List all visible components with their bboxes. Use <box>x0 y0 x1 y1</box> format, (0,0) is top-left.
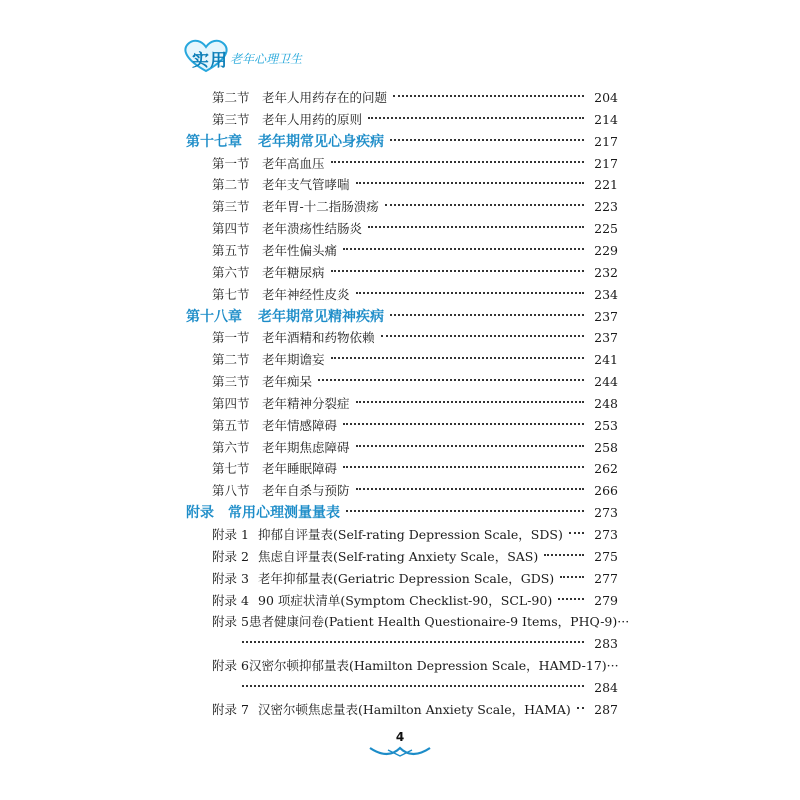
dot-leader <box>236 626 590 648</box>
dot-leader <box>552 583 590 605</box>
dot-leader <box>312 364 590 386</box>
toc-entry-page: 248 <box>594 395 618 411</box>
toc-entry-page: 253 <box>594 417 618 433</box>
toc-entry-number: 附录 7 <box>212 701 249 717</box>
toc-entry-number: 附录 6 <box>212 658 249 674</box>
toc-entry-row <box>212 473 618 499</box>
dot-leader <box>387 80 590 102</box>
dot-leader <box>563 517 590 539</box>
toc-entry-row <box>212 146 618 171</box>
page-number: 4 <box>395 730 405 744</box>
toc-entry-row <box>212 561 618 586</box>
dot-leader <box>350 277 590 299</box>
brand-title: 实用 <box>192 51 228 71</box>
toc-entry-row <box>212 80 618 105</box>
toc-entry-page: 217 <box>594 155 618 171</box>
toc-entry-page: 237 <box>594 308 618 324</box>
toc-entry-number: 第三节 <box>212 374 250 390</box>
toc-entry-number: 第三节 <box>212 199 250 215</box>
dot-leader <box>337 408 590 430</box>
toc-entry-number: 第四节 <box>212 221 250 237</box>
toc-entry-number: 第七节 <box>212 286 250 302</box>
toc-entry-number: 第十七章 <box>186 133 242 150</box>
dot-leader <box>384 124 590 146</box>
toc-entry-number: 第一节 <box>212 330 250 346</box>
toc-entry-row <box>212 648 619 674</box>
toc-entry-title: 老年高血压 <box>262 155 325 171</box>
toc-entry-page: 214 <box>594 111 618 127</box>
toc-entry-row <box>212 430 618 455</box>
toc-entry-number: 第二节 <box>212 352 250 368</box>
dot-leader <box>325 342 590 364</box>
toc-entry-number: 第三节 <box>212 111 250 127</box>
toc-entry-number: 附录 1 <box>212 527 249 542</box>
toc-entry-title: 老年人用药的原则 <box>262 111 363 127</box>
dot-leader <box>340 495 590 517</box>
toc-entry-page: 241 <box>594 352 618 368</box>
toc-entry-page: 204 <box>594 90 618 105</box>
toc-entry-title: 常用心理测量量表 <box>228 505 340 522</box>
toc-chapter-row <box>186 299 618 325</box>
toc-entry-title: 老年期常见精神疾病 <box>258 308 384 325</box>
toc-entry-row <box>212 167 618 193</box>
toc-entry-number: 附录 3 <box>212 570 249 586</box>
dot-leader <box>554 561 590 583</box>
toc-entry-number: 第六节 <box>212 264 250 280</box>
toc-entry-page: 275 <box>594 548 618 564</box>
toc-entry-page: 237 <box>594 330 618 346</box>
toc-entry-title: 老年情感障碍 <box>262 417 338 433</box>
toc-entry-page: 217 <box>594 133 618 149</box>
toc-entry-number: 第六节 <box>212 439 250 455</box>
toc-continuation-row <box>236 626 618 652</box>
toc-entry-row <box>212 364 618 390</box>
dot-leader <box>375 320 590 342</box>
dot-leader <box>337 451 590 473</box>
toc-entry-row <box>212 277 618 302</box>
toc-entry-page: 258 <box>594 439 618 455</box>
toc-entry-page: 229 <box>594 242 618 258</box>
toc-entry-title: 老年期常见心身疾病 <box>258 133 384 150</box>
toc-entry-title: 老年抑郁量表(Geriatric Depression Scale，GDS) <box>258 570 555 586</box>
dot-leader <box>350 473 590 495</box>
toc-entry-number: 第五节 <box>212 242 250 258</box>
toc-entry-page: 223 <box>594 199 618 215</box>
toc-entry-page: 244 <box>594 374 618 390</box>
toc-entry-number: 附录 <box>186 505 214 522</box>
toc-entry-title: 老年痴呆 <box>262 374 313 390</box>
toc-entry-page: 234 <box>594 286 618 302</box>
toc-entry-row <box>212 408 618 433</box>
dot-leader <box>325 255 590 277</box>
toc-entry-number: 附录 5 <box>212 614 249 630</box>
toc-appendix-heading-row <box>186 495 618 522</box>
toc-entry-page: 277 <box>594 570 618 586</box>
toc-entry-row <box>212 517 618 542</box>
toc-entry-title: 90 项症状清单(Symptom Checklist-90，SCL-90) <box>258 592 553 608</box>
dot-leader <box>571 692 590 714</box>
toc-entry-page: 273 <box>594 505 618 521</box>
toc-entry-title: 患者健康问卷(Patient Health Questionaire-9 Items，PHQ-9) <box>248 614 618 630</box>
dot-leader <box>325 146 590 168</box>
toc-entry-title: 老年胃-十二指肠溃疡 <box>262 199 379 215</box>
toc-entry-title: 汉密尔顿焦虑量表(Hamilton Anxiety Scale，HAMA) <box>258 701 571 717</box>
toc-entry-page: 287 <box>594 701 618 717</box>
toc-entry-page: 221 <box>594 177 618 193</box>
toc-entry-number: 附录 4 <box>212 592 249 608</box>
toc-entry-row <box>212 189 618 215</box>
dot-leader <box>236 670 590 692</box>
toc-entry-row <box>212 583 618 608</box>
dot-leader <box>350 167 590 189</box>
toc-entry-title: 老年神经性皮炎 <box>262 286 350 302</box>
toc-entry-title: 老年期谵妄 <box>262 352 325 368</box>
toc-entry-title: 老年精神分裂症 <box>262 395 350 411</box>
brand-subtitle: 老年心理卫生 <box>230 52 303 66</box>
toc-entry-title: 老年自杀与预防 <box>262 483 350 499</box>
toc-entry-number: 第十八章 <box>186 308 242 325</box>
running-header <box>180 38 340 74</box>
toc-entry-page: 225 <box>594 221 618 237</box>
toc-entry-title: 抑郁自评量表(Self-rating Depression Scale，SDS) <box>258 527 563 542</box>
toc-entry-page: ··· <box>617 614 630 630</box>
dot-leader <box>350 430 590 452</box>
toc-entry-number: 第二节 <box>212 177 250 193</box>
toc-entry-row <box>212 255 618 280</box>
toc-entry-page: ··· <box>606 658 619 674</box>
toc-entry-row <box>212 692 618 717</box>
toc-entry-row <box>212 539 618 564</box>
toc-entry-title: 焦虑自评量表(Self-rating Anxiety Scale，SAS) <box>258 548 539 564</box>
toc-entry-page: 283 <box>594 636 618 652</box>
toc-entry-page: 232 <box>594 264 618 280</box>
toc-entry-row <box>212 102 618 127</box>
toc-entry-title: 老年期焦虑障碍 <box>262 439 350 455</box>
page-footer <box>360 728 440 758</box>
toc-entry-title: 汉密尔顿抑郁量表(Hamilton Depression Scale，HAMD-17) <box>248 658 607 674</box>
toc-entry-title: 老年糖尿病 <box>262 264 325 280</box>
dot-leader <box>350 386 590 408</box>
dot-leader <box>362 211 590 233</box>
toc-entry-number: 第七节 <box>212 461 250 477</box>
dot-leader <box>337 233 590 255</box>
toc-entry-number: 附录 2 <box>212 548 249 564</box>
toc-entry-row <box>212 342 618 368</box>
toc-entry-row <box>212 233 618 258</box>
toc-entry-title: 老年睡眠障碍 <box>262 461 338 477</box>
toc-entry-title: 老年支气管哮喘 <box>262 177 350 193</box>
toc-entry-number: 第四节 <box>212 395 250 411</box>
toc-entry-title: 老年酒精和药物依赖 <box>262 330 375 346</box>
dot-leader <box>362 102 590 124</box>
toc-entry-page: 273 <box>594 527 618 542</box>
toc-entry-title: 老年性偏头痛 <box>262 242 338 258</box>
dot-leader <box>384 299 590 321</box>
toc-entry-page: 284 <box>594 679 618 695</box>
toc-entry-title: 老年人用药存在的问题 <box>262 90 388 105</box>
toc-entry-page: 279 <box>594 592 618 608</box>
dot-leader <box>538 539 590 561</box>
toc-entry-row <box>212 451 618 477</box>
toc-entry-number: 第一节 <box>212 155 250 171</box>
toc-entry-row <box>212 604 630 630</box>
toc-entry-title: 老年溃疡性结肠炎 <box>262 221 363 237</box>
toc-entry-page: 262 <box>594 461 618 477</box>
toc-chapter-row <box>186 124 618 150</box>
toc-entry-number: 第五节 <box>212 417 250 433</box>
toc-entry-page: 266 <box>594 483 618 499</box>
toc-entry-row <box>212 320 618 346</box>
toc-entry-number: 第八节 <box>212 483 250 499</box>
toc-entry-row <box>212 386 618 411</box>
dot-leader <box>379 189 590 211</box>
toc-continuation-row <box>236 670 618 695</box>
toc-entry-number: 第二节 <box>212 90 250 105</box>
toc-entry-row <box>212 211 618 237</box>
